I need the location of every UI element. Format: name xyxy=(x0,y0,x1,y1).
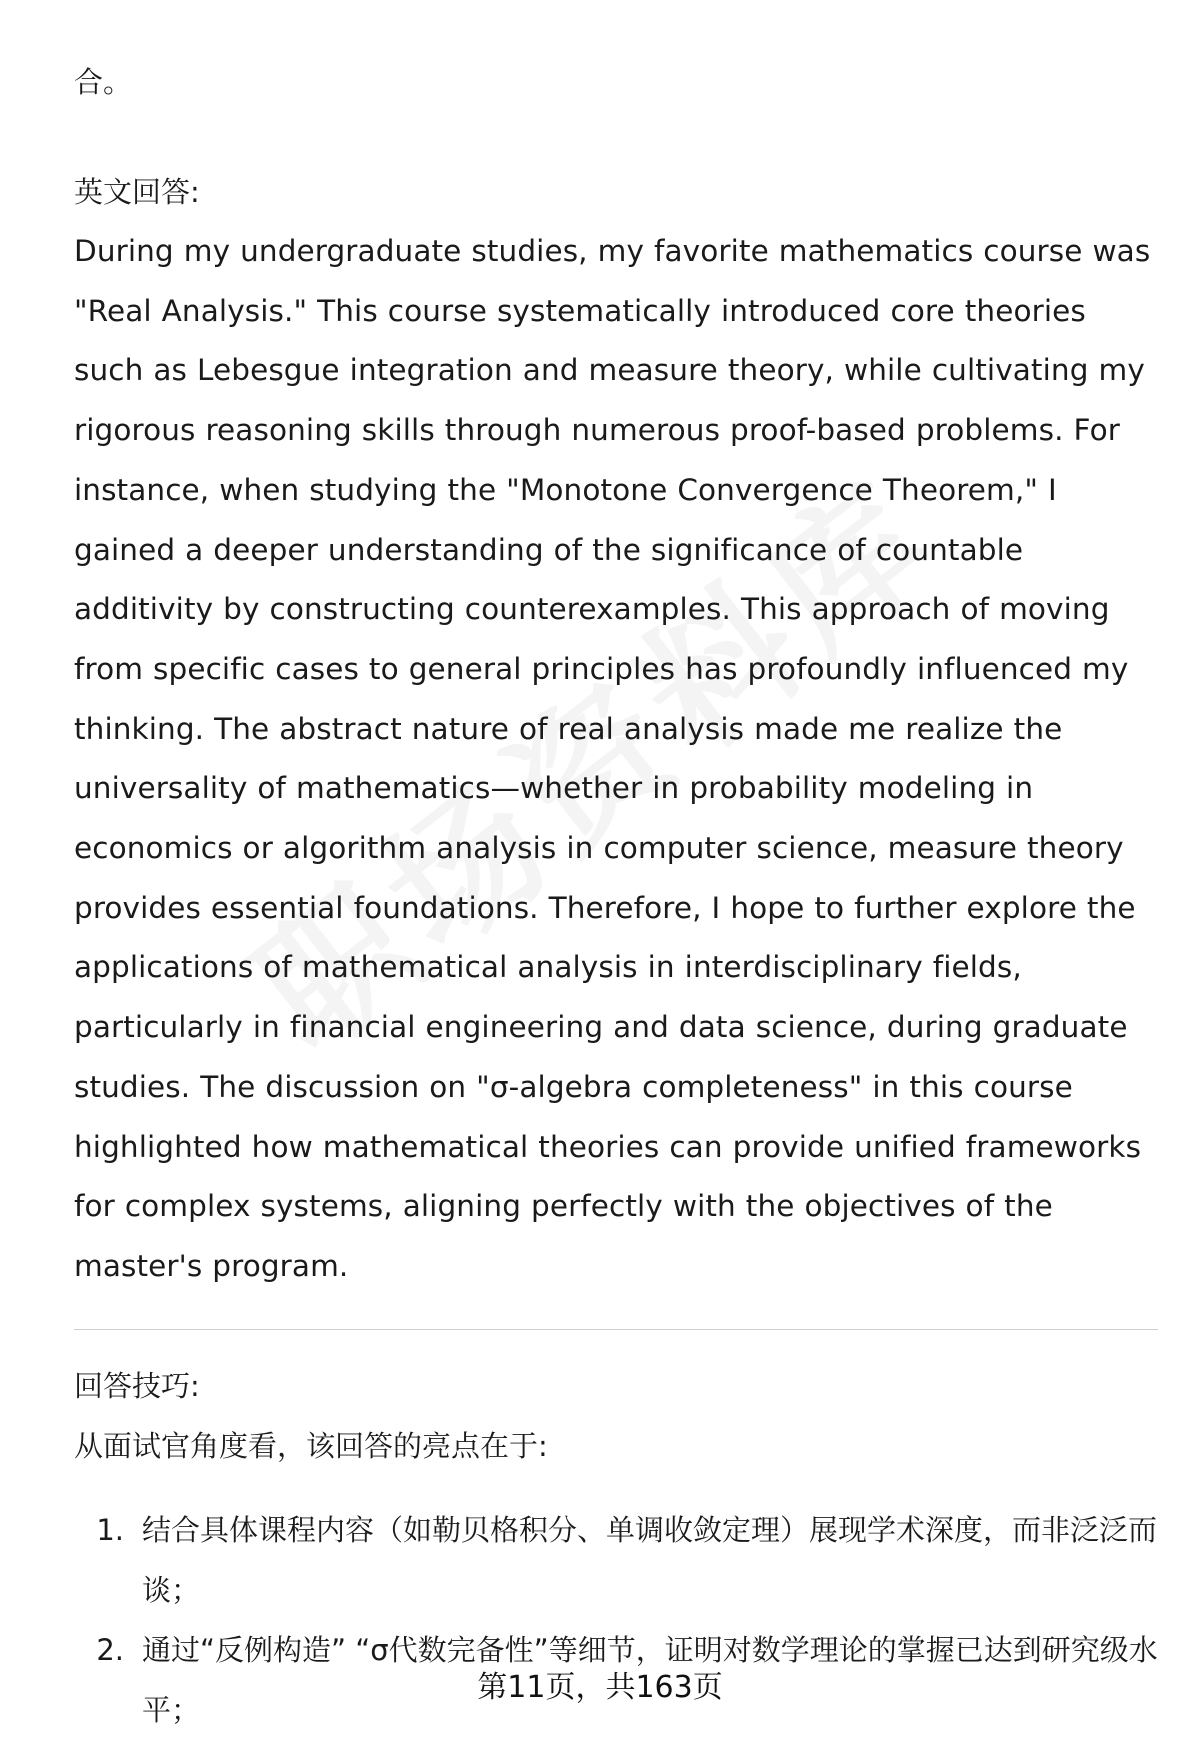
list-item xyxy=(74,1500,1164,1620)
page-content xyxy=(74,52,1164,1740)
section-divider xyxy=(74,1329,1158,1330)
page-footer: 第11页，共163页 xyxy=(477,1670,723,1705)
list-item-number: 2. xyxy=(96,1632,124,1667)
list-item-text: 结合具体课程内容（如勒贝格积分、单调收敛定理）展现学术深度，而非泛泛而谈； xyxy=(142,1512,1158,1607)
tips-intro: 从面试官角度看，该回答的亮点在于: xyxy=(74,1428,548,1463)
tips-heading: 回答技巧: xyxy=(74,1368,200,1403)
list-item-text: 通过“反例构造” “σ代数完备性”等细节，证明对数学理论的掌握已达到研究级水平； xyxy=(142,1632,1158,1727)
list-item-number: 1. xyxy=(96,1512,124,1547)
english-answer-heading: 英文回答: xyxy=(74,175,200,209)
top-fragment: 合。 xyxy=(74,65,133,99)
english-answer-paragraph: During my undergraduate studies, my favorite mathematics course was "Real Analysis." This course systematically introduced core theories such as Lebesgue integration and measure theory, while cultivating my rigorous reasoning skills through numerous proof-based problems. For instance, when studying the "Monotone Convergence Theorem," I gained a deeper understanding of the significance of countable additivity by constructing counterexamples. This approach of moving from specific cases to general principles has profoundly influenced my thinking. The abstract nature of real analysis made me realize the universality of mathematics—whether in probability modeling in economics or algorithm analysis in computer science, measure theory provides essential foundations. Therefore, I hope to further explore the applications of mathematical analysis in interdisciplinary fields, particularly in financial engineering and data science, during graduate studies. The discussion on "σ-algebra completeness" in this course highlighted how mathematical theories can provide unified frameworks for complex systems, aligning perfectly with the objectives of the master's program. xyxy=(74,234,1151,1283)
